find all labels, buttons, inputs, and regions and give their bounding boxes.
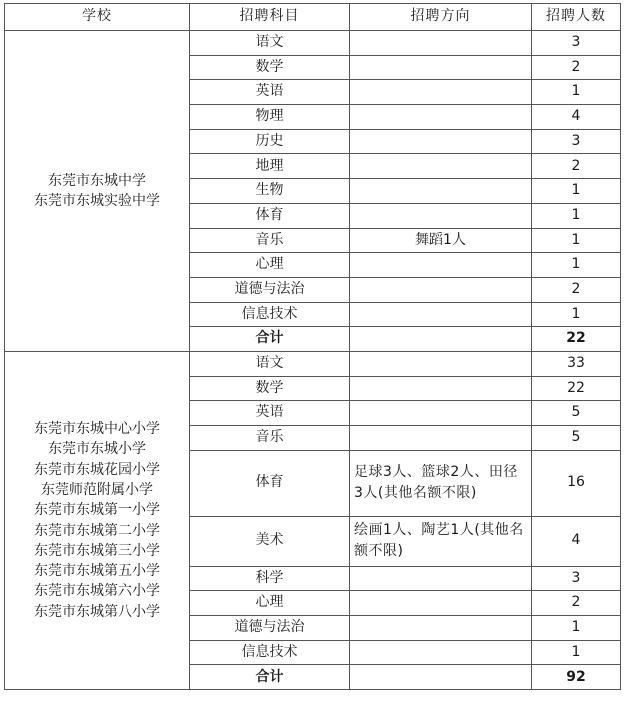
subject-cell: 心理 bbox=[190, 253, 350, 278]
total-count: 92 bbox=[532, 665, 621, 690]
total-label: 合计 bbox=[190, 665, 350, 690]
count-cell: 1 bbox=[532, 228, 621, 253]
direction-cell bbox=[350, 277, 532, 302]
header-school: 学校 bbox=[5, 4, 190, 31]
subject-cell: 体育 bbox=[190, 450, 350, 516]
direction-cell: 足球3人、篮球2人、田径3人(其他名额不限) bbox=[350, 450, 532, 516]
direction-cell bbox=[350, 327, 532, 352]
subject-cell: 数学 bbox=[190, 376, 350, 401]
subject-cell: 道德与法治 bbox=[190, 616, 350, 641]
subject-cell: 生物 bbox=[190, 179, 350, 204]
total-count: 22 bbox=[532, 327, 621, 352]
direction-cell: 舞蹈1人 bbox=[350, 228, 532, 253]
direction-cell bbox=[350, 566, 532, 591]
table-row bbox=[5, 31, 621, 56]
count-cell: 1 bbox=[532, 179, 621, 204]
header-row bbox=[5, 4, 621, 31]
school-name: 东莞市东城第六小学 bbox=[34, 583, 160, 600]
school-name: 东莞市东城小学 bbox=[48, 441, 146, 458]
direction-cell bbox=[350, 426, 532, 451]
school-name: 东莞市东城第五小学 bbox=[34, 563, 160, 580]
count-cell: 5 bbox=[532, 426, 621, 451]
count-cell: 4 bbox=[532, 105, 621, 130]
recruitment-table bbox=[4, 3, 621, 690]
count-cell: 2 bbox=[532, 55, 621, 80]
direction-cell bbox=[350, 351, 532, 376]
count-cell: 5 bbox=[532, 401, 621, 426]
direction-cell bbox=[350, 665, 532, 690]
count-cell: 1 bbox=[532, 203, 621, 228]
direction-cell bbox=[350, 154, 532, 179]
count-cell: 1 bbox=[532, 616, 621, 641]
count-cell: 1 bbox=[532, 640, 621, 665]
table-row bbox=[5, 351, 621, 376]
school-name: 东莞师范附属小学 bbox=[41, 481, 153, 498]
subject-cell: 地理 bbox=[190, 154, 350, 179]
subject-cell: 英语 bbox=[190, 401, 350, 426]
direction-cell bbox=[350, 376, 532, 401]
total-label: 合计 bbox=[190, 327, 350, 352]
direction-cell bbox=[350, 55, 532, 80]
header-subject: 招聘科目 bbox=[190, 4, 350, 31]
count-cell: 16 bbox=[532, 450, 621, 516]
count-cell: 4 bbox=[532, 516, 621, 566]
header-count: 招聘人数 bbox=[532, 4, 621, 31]
subject-cell: 信息技术 bbox=[190, 640, 350, 665]
subject-cell: 心理 bbox=[190, 591, 350, 616]
subject-cell: 物理 bbox=[190, 105, 350, 130]
direction-cell bbox=[350, 179, 532, 204]
direction-cell: 绘画1人、陶艺1人(其他名额不限) bbox=[350, 516, 532, 566]
direction-cell bbox=[350, 203, 532, 228]
direction-cell bbox=[350, 253, 532, 278]
subject-cell: 美术 bbox=[190, 516, 350, 566]
header-direction: 招聘方向 bbox=[350, 4, 532, 31]
direction-cell bbox=[350, 31, 532, 56]
school-name: 东莞市东城第二小学 bbox=[34, 522, 160, 539]
subject-cell: 数学 bbox=[190, 55, 350, 80]
subject-cell: 语文 bbox=[190, 351, 350, 376]
school-name: 东莞市东城花园小学 bbox=[34, 461, 160, 478]
direction-cell bbox=[350, 616, 532, 641]
school-cell-group1 bbox=[5, 31, 190, 352]
direction-cell bbox=[350, 640, 532, 665]
count-cell: 1 bbox=[532, 302, 621, 327]
school-name: 东莞市东城中心小学 bbox=[34, 421, 160, 438]
count-cell: 1 bbox=[532, 253, 621, 278]
count-cell: 3 bbox=[532, 129, 621, 154]
count-cell: 3 bbox=[532, 31, 621, 56]
count-cell: 22 bbox=[532, 376, 621, 401]
count-cell: 2 bbox=[532, 591, 621, 616]
subject-cell: 体育 bbox=[190, 203, 350, 228]
school-name: 东莞市东城实验中学 bbox=[34, 192, 160, 209]
school-name: 东莞市东城中学 bbox=[48, 172, 146, 189]
subject-cell: 语文 bbox=[190, 31, 350, 56]
count-cell: 2 bbox=[532, 277, 621, 302]
direction-cell bbox=[350, 591, 532, 616]
count-cell: 3 bbox=[532, 566, 621, 591]
subject-cell: 英语 bbox=[190, 80, 350, 105]
direction-cell bbox=[350, 302, 532, 327]
school-cell-group2 bbox=[5, 351, 190, 689]
count-cell: 2 bbox=[532, 154, 621, 179]
subject-cell: 道德与法治 bbox=[190, 277, 350, 302]
count-cell: 33 bbox=[532, 351, 621, 376]
school-name: 东莞市东城第一小学 bbox=[34, 502, 160, 519]
school-name: 东莞市东城第八小学 bbox=[34, 603, 160, 620]
direction-cell bbox=[350, 80, 532, 105]
count-cell: 1 bbox=[532, 80, 621, 105]
subject-cell: 信息技术 bbox=[190, 302, 350, 327]
direction-cell bbox=[350, 129, 532, 154]
subject-cell: 科学 bbox=[190, 566, 350, 591]
direction-cell bbox=[350, 401, 532, 426]
school-name: 东莞市东城第三小学 bbox=[34, 542, 160, 559]
direction-cell bbox=[350, 105, 532, 130]
subject-cell: 音乐 bbox=[190, 228, 350, 253]
subject-cell: 历史 bbox=[190, 129, 350, 154]
subject-cell: 音乐 bbox=[190, 426, 350, 451]
